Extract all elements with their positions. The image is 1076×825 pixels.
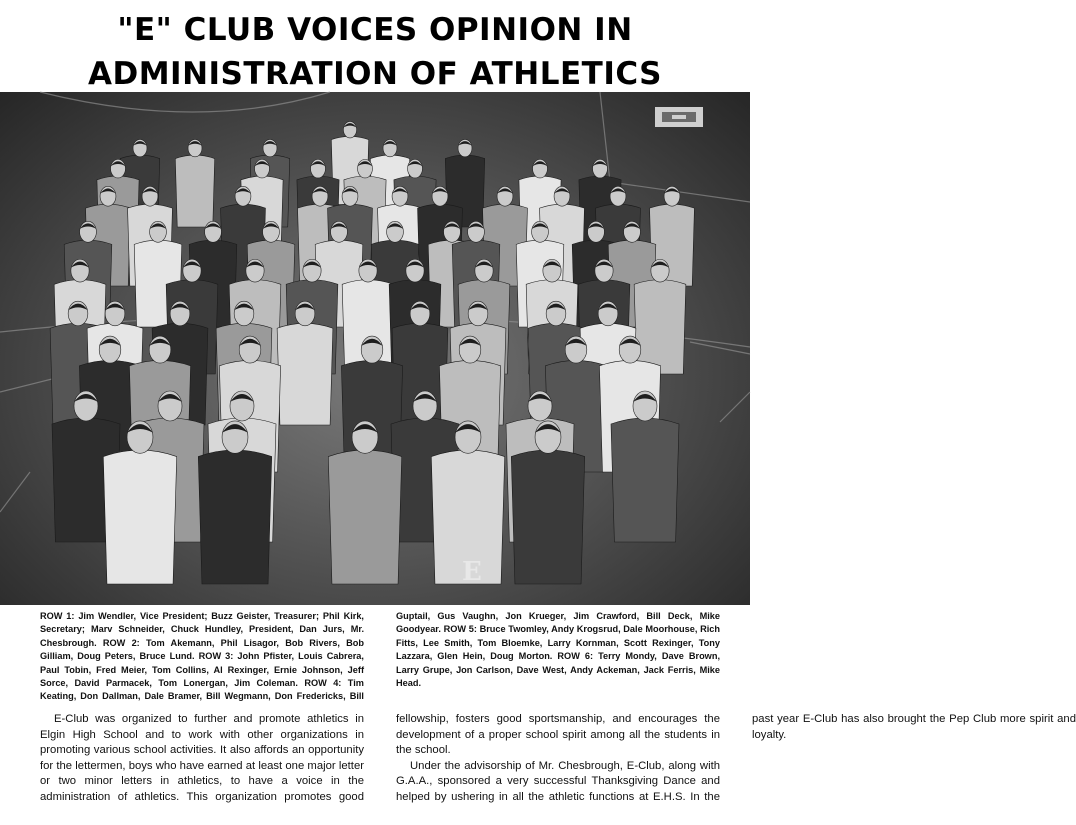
article-paragraph-1: E-Club was organized to further and promote athletics in Elgin High School and to work with other organizations in promoting various school activities. It also affords an opportunity for the lettermen, boys who have earned at least one major letter or two minor letters in athletics, to have a voice in the administration of athletics. This organization promotes good fellowship, fosters good sportsmanship, and encourages the development of a proper school spirit among all the students in the school. xyxy=(40,713,720,803)
row3-names: John Pfister, Louis Cabrera, Paul Tobin, Fred Meier, Tom Collins, Al Rexinger, Ernie Johnson, Jeff Sorce, David Parmacek, Tom Lonergan, Jim Coleman. xyxy=(40,651,364,689)
row2-label: ROW 2: xyxy=(102,637,140,648)
row5-label: ROW 5: xyxy=(443,624,477,635)
person-body xyxy=(328,450,401,584)
row4-label: ROW 4: xyxy=(304,678,342,689)
row3-label: ROW 3: xyxy=(198,651,234,662)
people-group xyxy=(50,121,694,587)
floor-e-logo xyxy=(655,107,703,127)
headline-line-2: ADMINISTRATION OF ATHLETICS xyxy=(87,56,663,92)
row5-names: Bruce Twomley, Andy Krogsrud, Dale Moorhouse, Rich Fitts, Lee Smith, Tom Bloemke, Larry Kornman, Scott Rexinger, Tony Lazzara, Glen Hein, Doug Morton. xyxy=(396,624,720,662)
jacket-letter: E xyxy=(462,557,482,587)
article-body xyxy=(40,712,1076,820)
person-body xyxy=(175,155,214,227)
row6-label: ROW 6: xyxy=(557,651,594,662)
headline-line-1: "E" CLUB VOICES OPINION IN xyxy=(117,12,633,48)
row6-names: Terry Mondy, Dave Brown, Larry Grupe, Jon Carlson, Dave West, Andy Ackeman, Jack Ferris, Mike Head. xyxy=(396,651,720,689)
page-headline xyxy=(0,8,750,96)
person-body xyxy=(198,450,271,584)
row4-names: Tim Keating, Don Dallman, Dale Bramer, Bill Wegmann, Don Fredericks, Bill Guptail, Gus Vaughn, Jon Krueger, Jim Crawford, Bill Deck, Mike Goodyear. xyxy=(40,611,720,702)
person-body xyxy=(511,450,584,584)
person-body xyxy=(103,450,176,584)
group-photo-illustration xyxy=(0,92,750,605)
article-paragraph-2: Under the advisorship of Mr. Chesbrough, E-Club, along with G.A.A., sponsored a very successful Thanksgiving Dance and helped by ushering in all the athletic functions at E.H.S. In the past year E-Club has also brought the Pep Club more spirit and loyalty. xyxy=(396,713,1076,803)
row1-label: ROW 1: xyxy=(40,611,75,621)
person-body xyxy=(611,418,679,542)
person-body xyxy=(277,323,333,425)
row2-names: Tom Akemann, Phil Lisagor, Bob Rivers, Bob Gilliam, Doug Peters, Bruce Lund. xyxy=(40,637,364,662)
photo-caption xyxy=(40,610,720,710)
person-body xyxy=(634,280,686,374)
group-photo xyxy=(0,92,750,605)
row1-names: Jim Wendler, Vice President; Buzz Geister, Treasurer; Phil Kirk, Secretary; Marv Schneider, Chuck Hundley, President, Dan Jurs, Mr. Chesbrough. xyxy=(40,611,364,648)
